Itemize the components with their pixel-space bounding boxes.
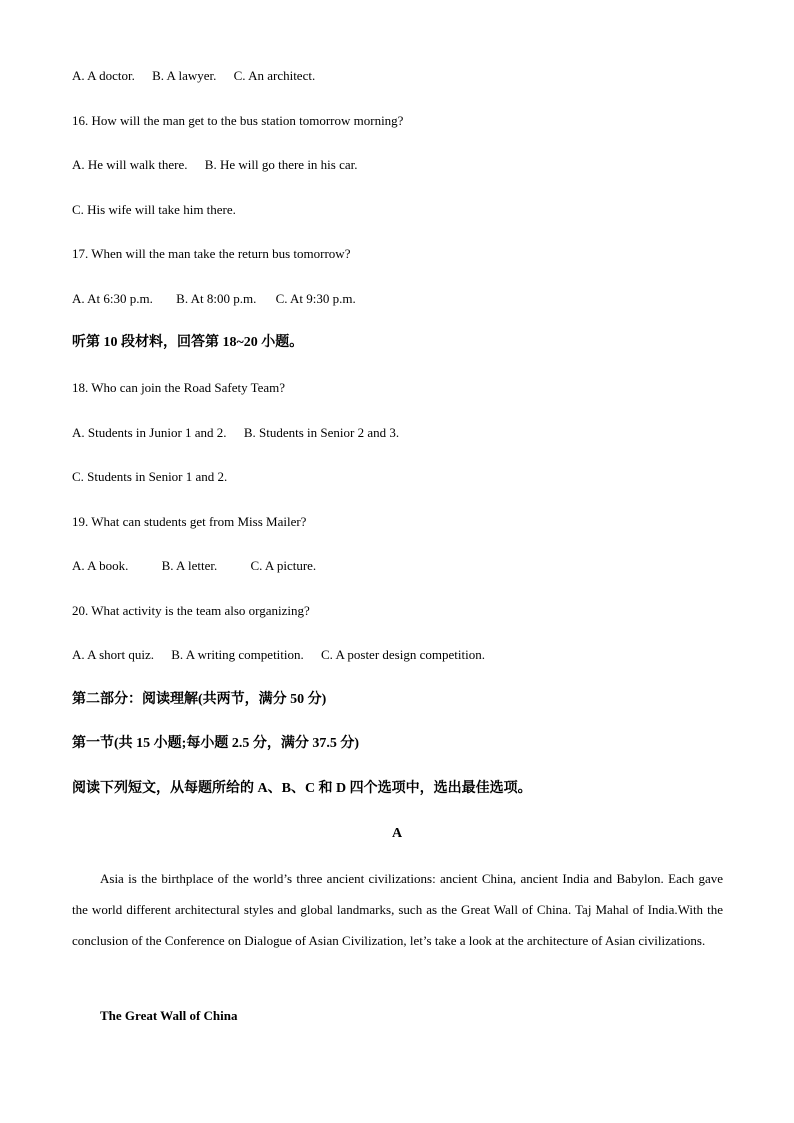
- option-c: C. An architect.: [233, 68, 316, 83]
- passage-subheading: The Great Wall of China: [100, 1008, 238, 1023]
- options-q18-ab: [72, 425, 722, 441]
- options-q15: [72, 68, 722, 84]
- option-a: A. At 6:30 p.m.: [72, 291, 153, 306]
- options-q20: [72, 647, 722, 663]
- options-q17: [72, 291, 722, 307]
- options-q16-c: [72, 202, 722, 218]
- option-b: B. A letter.: [161, 558, 218, 573]
- option-b: B. A writing competition.: [171, 647, 304, 662]
- question-17: 17. When will the man take the return bus tomorrow?: [72, 246, 351, 261]
- option-b: B. He will go there in his car.: [204, 157, 358, 172]
- part-two-heading: 第二部分：阅读理解(共两节，满分 50 分): [72, 692, 327, 707]
- options-q16-ab: [72, 157, 722, 173]
- option-b: B. Students in Senior 2 and 3.: [243, 425, 400, 440]
- option-c: C. At 9:30 p.m.: [275, 291, 356, 306]
- reading-instruction: 阅读下列短文，从每题所给的 A、B、C 和 D 四个选项中，选出最佳选项。: [72, 781, 532, 796]
- options-q19: [72, 558, 722, 574]
- option-a: A. Students in Junior 1 and 2.: [72, 425, 227, 440]
- question-16: 16. How will the man get to the bus station tomorrow morning?: [72, 113, 404, 128]
- option-a: A. A doctor.: [72, 68, 135, 83]
- question-18: 18. Who can join the Road Safety Team?: [72, 380, 286, 395]
- option-b: B. At 8:00 p.m.: [176, 291, 257, 306]
- option-a: A. A short quiz.: [72, 647, 154, 662]
- option-b: B. A lawyer.: [152, 68, 217, 83]
- option-a: A. A book.: [72, 558, 129, 573]
- option-a: A. He will walk there.: [72, 157, 188, 172]
- section-one-heading: 第一节(共 15 小题;每小题 2.5 分，满分 37.5 分): [72, 736, 359, 751]
- option-c: C. His wife will take him there.: [72, 202, 236, 217]
- option-c: C. A picture.: [250, 558, 317, 573]
- section-instruction-18-20: 听第 10 段材料，回答第 18~20 小题。: [72, 335, 304, 350]
- passage-paragraph: Asia is the birthplace of the world’s three ancient civilizations: ancient China, ancient India and Babylon. Each gave the world different architectural styles and global landmarks, such as the Great Wall of China. Taj Mahal of India.With the conclusion of the Conference on Dialogue of Asian Civilization, let’s take a look at the architecture of Asian civilizations.: [72, 871, 723, 948]
- question-20: 20. What activity is the team also organizing?: [72, 603, 310, 618]
- passage-label: A: [391, 826, 403, 841]
- question-19: 19. What can students get from Miss Mailer?: [72, 514, 307, 529]
- option-c: C. A poster design competition.: [321, 647, 485, 662]
- option-c: C. Students in Senior 1 and 2.: [72, 469, 228, 484]
- options-q18-c: [72, 469, 722, 485]
